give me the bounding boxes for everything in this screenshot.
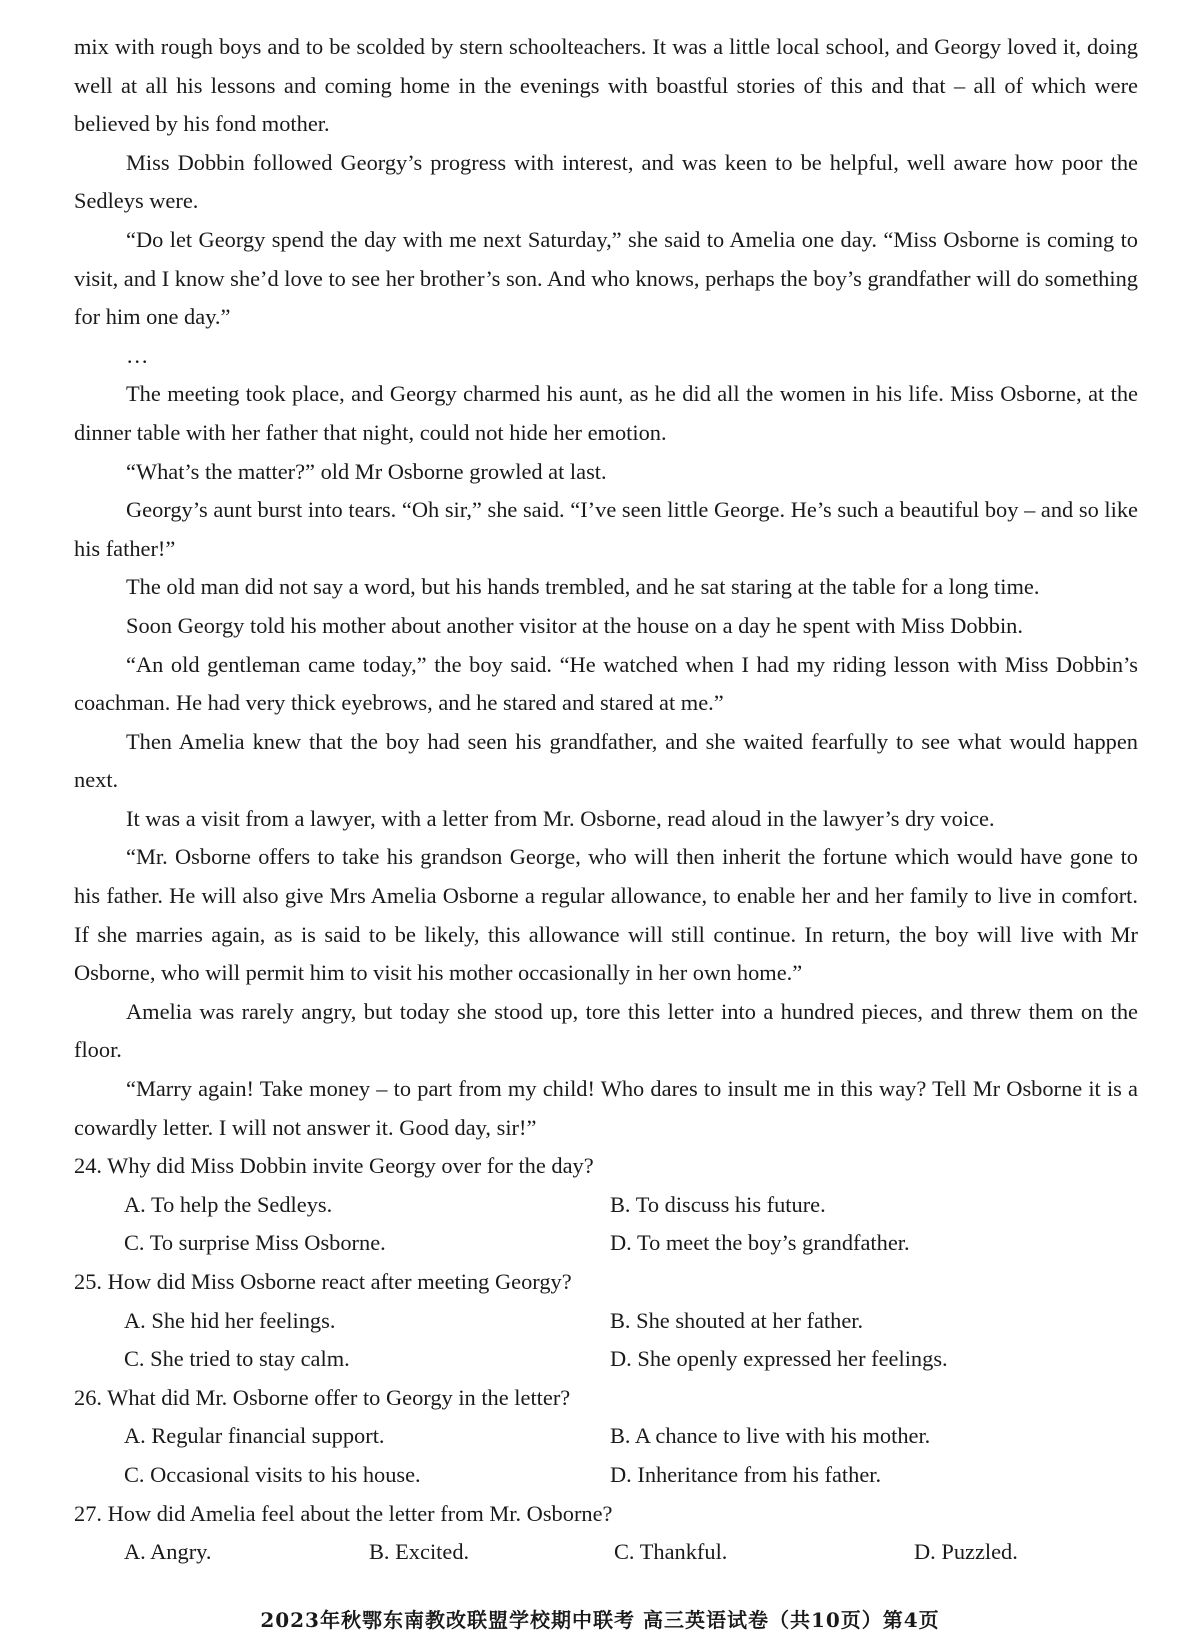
option-b[interactable]: B. To discuss his future. (610, 1191, 826, 1217)
option-a[interactable]: A. She hid her feelings. (124, 1307, 336, 1333)
option-b[interactable]: B. She shouted at her father. (610, 1307, 864, 1333)
option-b[interactable]: B. A chance to live with his mother. (610, 1423, 931, 1449)
passage-and-questions (74, 28, 1138, 1572)
passage-paragraph: mix with rough boys and to be scolded by stern schoolteachers. It was a little local school, and Georgy loved it, doing well at all his lessons and coming home in the evenings with boastful stories of this and that – all of which were believed by his fond mother. (74, 34, 1138, 137)
question-stem: 27. How did Amelia feel about the letter from Mr. Osborne? (74, 1500, 613, 1526)
question-26 (74, 1379, 1138, 1495)
question-24 (74, 1147, 1138, 1263)
option-d[interactable]: D. She openly expressed her feelings. (610, 1346, 948, 1372)
passage-paragraph: Soon Georgy told his mother about another visitor at the house on a day he spent with Miss Dobbin. (126, 612, 1023, 638)
option-c[interactable]: C. She tried to stay calm. (124, 1346, 350, 1372)
passage-paragraph: “Marry again! Take money – to part from my child! Who dares to insult me in this way? Tell Mr Osborne it is a cowardly letter. I will not answer it. Good day, sir!” (74, 1076, 1138, 1140)
option-a[interactable]: A. Angry. (124, 1539, 212, 1565)
option-c[interactable]: C. To surprise Miss Osborne. (124, 1230, 386, 1256)
option-d[interactable]: D. Inheritance from his father. (610, 1461, 882, 1487)
option-d[interactable]: D. Puzzled. (914, 1539, 1018, 1565)
passage-ellipsis: … (126, 342, 149, 368)
question-options (124, 1302, 1138, 1379)
passage-paragraph: Georgy’s aunt burst into tears. “Oh sir,” she said. “I’ve seen little George. He’s such a beautiful boy – and so like his father!” (74, 497, 1138, 561)
passage-paragraph: It was a visit from a lawyer, with a letter from Mr. Osborne, read aloud in the lawyer’s dry voice. (126, 805, 995, 831)
page-footer: 2023年秋鄂东南教改联盟学校期中联考 高三英语试卷（共10页）第4页 (260, 1608, 940, 1632)
option-d[interactable]: D. To meet the boy’s grandfather. (610, 1230, 910, 1256)
question-stem: 26. What did Mr. Osborne offer to Georgy in the letter? (74, 1384, 571, 1410)
question-stem: 24. Why did Miss Dobbin invite Georgy over for the day? (74, 1153, 594, 1179)
option-a[interactable]: A. Regular financial support. (124, 1423, 385, 1449)
passage-paragraph: “Mr. Osborne offers to take his grandson George, who will then inherit the fortune which would have gone to his father. He will also give Mrs Amelia Osborne a regular allowance, to enable her and her family to live in comfort. If she marries again, as is said to be likely, this allowance will still continue. In return, the boy will live with Mr Osborne, who will permit him to visit his mother occasionally in her own home.” (74, 844, 1138, 986)
question-27 (74, 1495, 1138, 1572)
question-stem: 25. How did Miss Osborne react after meeting Georgy? (74, 1269, 572, 1294)
option-c[interactable]: C. Occasional visits to his house. (124, 1461, 421, 1487)
passage-paragraph: The meeting took place, and Georgy charmed his aunt, as he did all the women in his life. Miss Osborne, at the dinner table with her father that night, could not hide her emotion. (74, 381, 1138, 445)
passage-paragraph: “An old gentleman came today,” the boy said. “He watched when I had my riding lesson with Miss Dobbin’s coachman. He had very thick eyebrows, and he stared and stared at me.” (74, 651, 1138, 716)
passage-paragraph: Amelia was rarely angry, but today she stood up, tore this letter into a hundred pieces, and threw them on the floor. (74, 998, 1138, 1063)
question-options (124, 1417, 1138, 1494)
passage-paragraph: “Do let Georgy spend the day with me next Saturday,” she said to Amelia one day. “Miss Osborne is coming to visit, and I know she’d love to see her brother’s son. And who knows, perhaps the boy’s grandfather will do something for him one day.” (74, 226, 1138, 330)
option-a[interactable]: A. To help the Sedleys. (124, 1191, 333, 1217)
passage-paragraph: “What’s the matter?” old Mr Osborne growled at last. (126, 458, 607, 484)
question-options (124, 1186, 1138, 1263)
passage-paragraph: Then Amelia knew that the boy had seen his grandfather, and she waited fearfully to see what would happen next. (74, 728, 1138, 793)
option-c[interactable]: C. Thankful. (614, 1539, 728, 1565)
question-25 (74, 1263, 1138, 1379)
option-b[interactable]: B. Excited. (369, 1539, 470, 1565)
passage-paragraph: The old man did not say a word, but his hands trembled, and he sat staring at the table for a long time. (126, 574, 1040, 600)
passage-paragraph: Miss Dobbin followed Georgy’s progress with interest, and was keen to be helpful, well aware how poor the Sedleys were. (74, 149, 1138, 214)
question-options (124, 1533, 1138, 1572)
